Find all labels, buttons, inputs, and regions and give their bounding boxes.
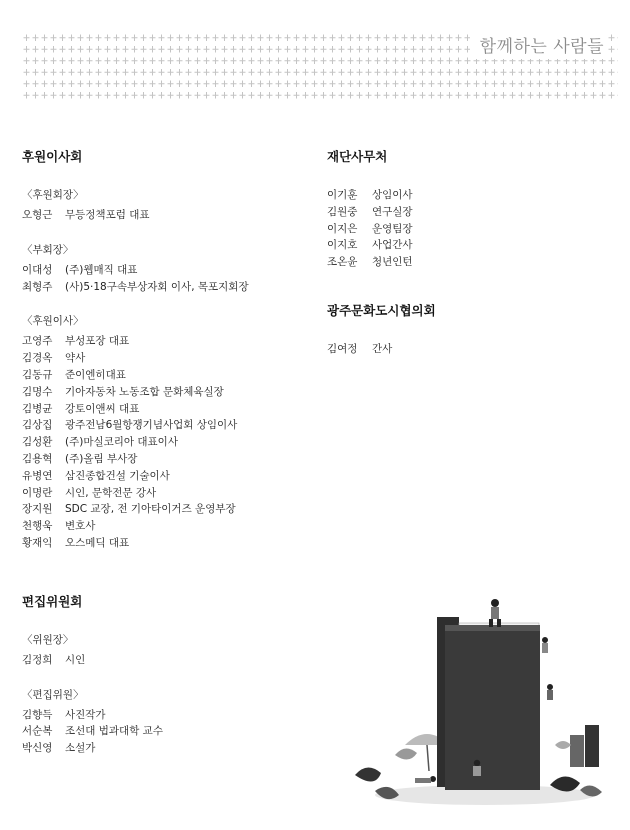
member-role: 사업간사 [372,239,413,252]
member-role: 시인, 문학전문 강사 [65,486,157,499]
book-illustration [345,595,615,815]
page-title: 함께하는 사람들 [470,30,608,59]
member-role: 준이엔히대표 [65,368,126,381]
member-role: 간사 [372,342,393,355]
member-row [327,341,617,358]
member-row [22,333,312,350]
member-role: SDC 교장, 전 기아타이거즈 운영부장 [65,503,236,516]
member-name: 김여정 [327,342,358,355]
support-board-title: 후원이사회 [22,149,83,164]
member-row [327,254,617,271]
member-name: 고영주 [22,335,53,348]
member-role: (주)마실코리아 대표이사 [65,436,178,449]
office-title: 재단사무처 [327,149,388,164]
member-name: 김경옥 [22,352,53,365]
member-role: 상임이사 [372,189,413,201]
member-row [327,237,617,254]
member-role: (사)5·18구속부상자회 이사, 목포지회장 [65,280,249,293]
member-row [22,434,312,451]
group-title: 〈후원회장〉 [22,189,84,201]
group-editors [22,687,312,757]
group-president [22,187,312,224]
member-name: 김상집 [22,419,53,432]
member-role: 광주전남6월항쟁기념사업회 상임이사 [65,419,238,432]
member-row [22,262,312,279]
member-row [22,367,312,384]
member-role: 운영팀장 [372,222,413,235]
office-members [327,187,617,271]
member-name: 김성환 [22,436,53,449]
right-column [327,147,617,376]
member-role: (주)올림 부사장 [65,452,138,465]
member-name: 김원중 [327,205,358,218]
member-row [22,518,312,535]
member-name: 김동규 [22,368,53,381]
member-row [22,652,312,669]
member-row [327,204,617,221]
member-row [327,187,617,204]
member-name: 이명란 [22,486,53,499]
member-row [22,501,312,518]
member-role: 강토이앤씨 대표 [65,402,140,415]
member-name: 이기훈 [327,189,358,201]
member-row [22,723,312,740]
member-role: 삼진종합건설 기술이사 [65,469,170,482]
member-row [22,451,312,468]
member-row [22,417,312,434]
member-row [22,707,312,724]
member-row [22,350,312,367]
member-name: 김병균 [22,402,53,415]
member-role: 약사 [65,352,86,365]
member-name: 천행욱 [22,520,53,533]
member-name: 오형근 [22,209,53,221]
member-role: 기아자동차 노동조합 문화체육실장 [65,385,224,398]
member-role: (주)웹매직 대표 [65,263,138,276]
member-name: 황재익 [22,536,53,549]
member-role: 무등정책포럼 대표 [65,209,150,221]
member-row [22,279,312,296]
member-row [22,401,312,418]
member-role: 조선대 법과대학 교수 [65,725,163,738]
member-name: 김정희 [22,653,53,666]
council-title: 광주문화도시협의회 [327,302,436,318]
member-name: 조온윤 [327,256,358,269]
group-vice-president [22,242,312,296]
member-name: 이지은 [327,222,358,235]
member-role: 부성포장 대표 [65,335,130,348]
group-title: 〈후원이사〉 [22,315,84,328]
group-title: 〈편집위원〉 [22,688,84,701]
left-column [22,147,312,775]
member-row [22,468,312,485]
member-name: 이지호 [327,239,358,252]
member-row [327,221,617,238]
member-row [22,485,312,502]
member-role: 오스메딕 대표 [65,536,130,549]
group-title: 〈위원장〉 [22,633,74,646]
group-support-directors [22,313,312,551]
member-role: 변호사 [65,520,96,533]
member-name: 유병연 [22,469,53,482]
member-row [22,535,312,552]
group-title: 〈부회장〉 [22,243,74,256]
member-role: 소설가 [65,742,96,755]
member-row [22,207,312,224]
group-chair [22,632,312,669]
member-role: 연구실장 [372,205,413,218]
member-role: 사진작가 [65,708,106,721]
member-name: 박신영 [22,742,53,755]
editorial-board-title: 편집위원회 [22,593,83,609]
member-name: 서순복 [22,725,53,738]
member-row [22,740,312,757]
member-name: 장지원 [22,503,53,516]
member-role: 시인 [65,653,86,666]
member-name: 김향득 [22,708,53,721]
member-name: 최형주 [22,280,53,293]
member-name: 이대성 [22,263,53,276]
member-name: 김명수 [22,385,53,398]
council-members [327,341,617,358]
member-name: 김용혁 [22,452,53,465]
member-row [22,384,312,401]
member-role: 청년인턴 [372,256,413,269]
